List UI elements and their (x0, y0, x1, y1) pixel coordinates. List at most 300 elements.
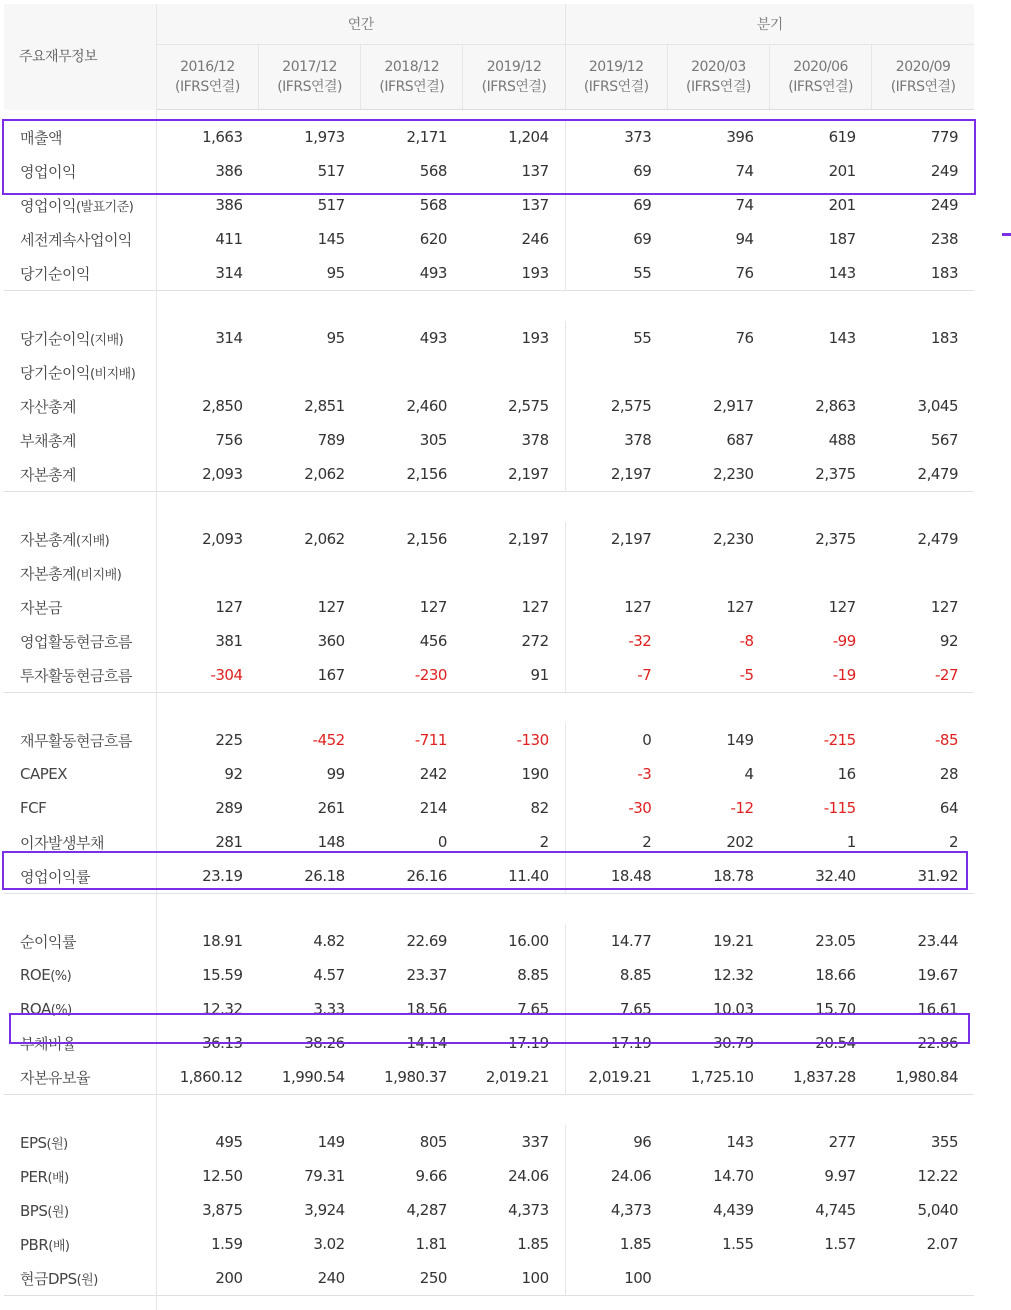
value-cell: 360 (259, 624, 361, 658)
value-cell: 411 (156, 222, 258, 256)
value-cell: 2,863 (770, 389, 872, 423)
row-label-text: BPS (20, 1202, 47, 1220)
table-row (4, 658, 974, 693)
value-cell (667, 1261, 769, 1296)
value-cell: 193 (463, 256, 565, 291)
value-cell: -5 (667, 658, 769, 693)
value-cell: -19 (770, 658, 872, 693)
row-label[interactable] (4, 321, 156, 355)
row-label[interactable] (4, 590, 156, 624)
value-cell: 2,575 (565, 389, 667, 423)
row-label[interactable] (4, 1193, 156, 1227)
value-cell: 12.22 (872, 1159, 974, 1193)
row-label-unit: (%) (50, 969, 71, 984)
table-row (4, 188, 974, 222)
value-cell: 9.66 (361, 1159, 463, 1193)
value-cell: 28 (872, 757, 974, 791)
value-cell: 17.19 (565, 1026, 667, 1060)
value-cell: 2,460 (361, 389, 463, 423)
value-cell: -230 (361, 658, 463, 693)
value-cell: 305 (361, 423, 463, 457)
value-cell: -85 (872, 723, 974, 757)
period-date: 2019/12 (487, 59, 542, 75)
group-divider (4, 894, 974, 925)
row-label-text: 재무활동현금흐름 (20, 732, 132, 750)
value-cell: 2.07 (872, 1227, 974, 1261)
row-label-text: 현금DPS (20, 1270, 77, 1288)
table-row (4, 222, 974, 256)
value-cell: 2 (872, 825, 974, 859)
value-cell: 20.54 (770, 1026, 872, 1060)
value-cell: 149 (667, 723, 769, 757)
row-label[interactable] (4, 457, 156, 492)
value-cell: 183 (872, 256, 974, 291)
row-label[interactable] (4, 859, 156, 894)
value-cell: 1,980.84 (872, 1060, 974, 1095)
value-cell: 201 (770, 154, 872, 188)
value-cell: 74 (667, 188, 769, 222)
value-cell: 14.14 (361, 1026, 463, 1060)
period-date: 2018/12 (384, 59, 439, 75)
period-basis: (IFRS연결) (260, 77, 359, 97)
value-cell: 4,745 (770, 1193, 872, 1227)
period-header-1 (259, 45, 361, 110)
period-date: 2020/03 (691, 59, 746, 75)
row-label-text: 당기순이익 (20, 265, 90, 283)
table-row (4, 423, 974, 457)
value-cell: 619 (770, 120, 872, 154)
value-cell: 76 (667, 256, 769, 291)
row-label-unit: (원) (47, 1137, 68, 1152)
value-cell: 55 (565, 321, 667, 355)
value-cell: 36.13 (156, 1026, 258, 1060)
value-cell (565, 556, 667, 590)
row-label[interactable] (4, 556, 156, 590)
value-cell: 15.70 (770, 992, 872, 1026)
value-cell: 22.69 (361, 924, 463, 958)
value-cell: 16.61 (872, 992, 974, 1026)
row-spacer (4, 110, 974, 121)
value-cell: 92 (872, 624, 974, 658)
value-cell: 2,019.21 (565, 1060, 667, 1095)
value-cell: 214 (361, 791, 463, 825)
value-cell: 145 (259, 222, 361, 256)
value-cell: 2,479 (872, 522, 974, 556)
value-cell: 99 (259, 757, 361, 791)
spacer-cell (156, 1095, 974, 1126)
period-date: 2017/12 (282, 59, 337, 75)
table-row (4, 1227, 974, 1261)
value-cell: 74 (667, 154, 769, 188)
value-cell: 95 (259, 321, 361, 355)
period-date: 2019/12 (589, 59, 644, 75)
value-cell: 127 (156, 590, 258, 624)
table-row (4, 924, 974, 958)
value-cell: -32 (565, 624, 667, 658)
value-cell (770, 556, 872, 590)
value-cell: -7 (565, 658, 667, 693)
value-cell: 15.59 (156, 958, 258, 992)
value-cell: 2,197 (463, 457, 565, 492)
value-cell: -99 (770, 624, 872, 658)
period-basis: (IFRS연결) (567, 77, 666, 97)
table-row (4, 120, 974, 154)
row-label[interactable] (4, 222, 156, 256)
period-date: 2016/12 (180, 59, 235, 75)
value-cell: 24.06 (463, 1159, 565, 1193)
row-label[interactable] (4, 355, 156, 389)
value-cell: 100 (463, 1261, 565, 1296)
annual-group-header[interactable]: 연간 (156, 4, 565, 45)
quarterly-group-header[interactable]: 분기 (565, 4, 974, 45)
table-row (4, 992, 974, 1026)
table-row (4, 355, 974, 389)
value-cell: 249 (872, 188, 974, 222)
value-cell (667, 355, 769, 389)
period-basis: (IFRS연결) (669, 77, 768, 97)
value-cell: 12.32 (667, 958, 769, 992)
table-header (4, 4, 974, 110)
value-cell: 246 (463, 222, 565, 256)
value-cell: 0 (361, 825, 463, 859)
value-cell (872, 1261, 974, 1296)
row-label-text: 당기순이익 (20, 330, 90, 348)
value-cell: 2,062 (259, 457, 361, 492)
value-cell: 14.77 (565, 924, 667, 958)
value-cell: 756 (156, 423, 258, 457)
period-header-5 (667, 45, 769, 110)
value-cell: 100 (565, 1261, 667, 1296)
value-cell: 2,575 (463, 389, 565, 423)
row-label[interactable] (4, 992, 156, 1026)
value-cell: 7.65 (565, 992, 667, 1026)
value-cell: 1,837.28 (770, 1060, 872, 1095)
spacer-cell (156, 894, 974, 925)
value-cell: 2,230 (667, 522, 769, 556)
value-cell: 23.05 (770, 924, 872, 958)
spacer-cell (4, 894, 156, 925)
value-cell: 240 (259, 1261, 361, 1296)
row-label-text: 영업이익 (20, 197, 76, 215)
value-cell: 4,287 (361, 1193, 463, 1227)
value-cell: 386 (156, 154, 258, 188)
period-basis: (IFRS연결) (873, 77, 973, 97)
value-cell: 79.31 (259, 1159, 361, 1193)
value-cell: 8.85 (463, 958, 565, 992)
row-label-text: 자본유보율 (20, 1069, 90, 1087)
row-label[interactable] (4, 256, 156, 291)
row-label[interactable] (4, 791, 156, 825)
value-cell: 3.33 (259, 992, 361, 1026)
value-cell: 23.44 (872, 924, 974, 958)
value-cell: 16 (770, 757, 872, 791)
value-cell: -8 (667, 624, 769, 658)
value-cell: 517 (259, 188, 361, 222)
row-label-text: 매출액 (20, 129, 62, 147)
row-label[interactable] (4, 825, 156, 859)
period-basis: (IFRS연결) (362, 77, 461, 97)
spacer-cell (156, 110, 974, 121)
row-label[interactable] (4, 188, 156, 222)
spacer-cell (156, 693, 974, 724)
row-label[interactable] (4, 120, 156, 154)
value-cell: 76 (667, 321, 769, 355)
value-cell: 2,850 (156, 389, 258, 423)
value-cell (770, 1261, 872, 1296)
row-label[interactable] (4, 1125, 156, 1159)
value-cell: 18.66 (770, 958, 872, 992)
table-row (4, 1026, 974, 1060)
value-cell (770, 355, 872, 389)
value-cell: 201 (770, 188, 872, 222)
value-cell: 190 (463, 757, 565, 791)
row-label[interactable] (4, 1227, 156, 1261)
value-cell: 95 (259, 256, 361, 291)
row-label-unit: (비지배) (76, 568, 121, 583)
value-cell: 167 (259, 658, 361, 693)
value-cell: 91 (463, 658, 565, 693)
value-cell: -304 (156, 658, 258, 693)
value-cell: 250 (361, 1261, 463, 1296)
row-label[interactable] (4, 389, 156, 423)
value-cell: 568 (361, 154, 463, 188)
value-cell: 127 (770, 590, 872, 624)
value-cell: 137 (463, 154, 565, 188)
table-row (4, 757, 974, 791)
value-cell: 193 (463, 321, 565, 355)
value-cell: 789 (259, 423, 361, 457)
value-cell: 2 (565, 825, 667, 859)
row-label-text: ROE (20, 966, 50, 984)
table-row (4, 859, 974, 894)
row-label[interactable] (4, 658, 156, 693)
value-cell: 127 (259, 590, 361, 624)
value-cell: 17.19 (463, 1026, 565, 1060)
value-cell: -3 (565, 757, 667, 791)
row-label[interactable] (4, 1261, 156, 1296)
value-cell: 9.97 (770, 1159, 872, 1193)
value-cell: 314 (156, 321, 258, 355)
value-cell: 261 (259, 791, 361, 825)
value-cell: 3,924 (259, 1193, 361, 1227)
period-header-7 (872, 45, 974, 110)
value-cell: 149 (259, 1125, 361, 1159)
table-row (4, 321, 974, 355)
group-divider (4, 291, 974, 322)
value-cell: 19.21 (667, 924, 769, 958)
value-cell (463, 556, 565, 590)
value-cell: 289 (156, 791, 258, 825)
value-cell: 242 (361, 757, 463, 791)
value-cell: 456 (361, 624, 463, 658)
value-cell: 4 (667, 757, 769, 791)
value-cell: 4,439 (667, 1193, 769, 1227)
value-cell (361, 556, 463, 590)
value-cell: 373 (565, 120, 667, 154)
table-row (4, 154, 974, 188)
value-cell: 1.57 (770, 1227, 872, 1261)
value-cell: 493 (361, 321, 463, 355)
row-label[interactable] (4, 1026, 156, 1060)
row-label-unit: (배) (48, 1239, 69, 1254)
row-label-unit: (원) (77, 1273, 98, 1288)
value-cell: 1,204 (463, 120, 565, 154)
value-cell: 1 (770, 825, 872, 859)
value-cell: 69 (565, 188, 667, 222)
value-cell: 94 (667, 222, 769, 256)
table-row (4, 791, 974, 825)
table-title: 주요재무정보 (4, 4, 156, 110)
period-date: 2020/06 (793, 59, 848, 75)
value-cell (565, 355, 667, 389)
value-cell: 2 (463, 825, 565, 859)
value-cell: 3,875 (156, 1193, 258, 1227)
table-row (4, 389, 974, 423)
value-cell: 55 (565, 256, 667, 291)
value-cell: 127 (667, 590, 769, 624)
table-row (4, 590, 974, 624)
value-cell: 1,860.12 (156, 1060, 258, 1095)
row-label[interactable] (4, 958, 156, 992)
spacer-cell (156, 291, 974, 322)
value-cell: 127 (463, 590, 565, 624)
value-cell: 2,851 (259, 389, 361, 423)
group-divider (4, 693, 974, 724)
period-basis: (IFRS연결) (771, 77, 870, 97)
row-label[interactable] (4, 624, 156, 658)
value-cell: 23.37 (361, 958, 463, 992)
spacer-cell (4, 291, 156, 322)
value-cell: 381 (156, 624, 258, 658)
value-cell: -711 (361, 723, 463, 757)
value-cell: 137 (463, 188, 565, 222)
row-label-text: 자본총계 (20, 466, 76, 484)
value-cell: 69 (565, 222, 667, 256)
row-label[interactable] (4, 1159, 156, 1193)
row-label-text: 영업이익 (20, 163, 76, 181)
value-cell: 386 (156, 188, 258, 222)
row-label-text: 자본총계 (20, 565, 76, 583)
value-cell: 249 (872, 154, 974, 188)
row-label-text: 영업이익률 (20, 868, 90, 886)
value-cell: 2,197 (463, 522, 565, 556)
value-cell: 202 (667, 825, 769, 859)
value-cell: 1.55 (667, 1227, 769, 1261)
row-label-text: 영업활동현금흐름 (20, 633, 132, 651)
value-cell: -115 (770, 791, 872, 825)
value-cell: 4,373 (565, 1193, 667, 1227)
value-cell: 1.85 (463, 1227, 565, 1261)
value-cell: 16.00 (463, 924, 565, 958)
value-cell: 2,917 (667, 389, 769, 423)
row-label-unit: (지배) (76, 534, 109, 549)
group-divider (4, 492, 974, 523)
value-cell: -130 (463, 723, 565, 757)
group-divider (4, 1095, 974, 1126)
row-label-text: 이자발생부채 (20, 834, 104, 852)
row-label-unit: (배) (47, 1171, 68, 1186)
row-label-text: CAPEX (20, 765, 67, 783)
value-cell (259, 556, 361, 590)
value-cell: 2,375 (770, 457, 872, 492)
value-cell: 69 (565, 154, 667, 188)
row-label[interactable] (4, 757, 156, 791)
row-label-text: 순이익률 (20, 933, 76, 951)
table-row (4, 556, 974, 590)
value-cell: 26.18 (259, 859, 361, 894)
value-cell: 1,663 (156, 120, 258, 154)
value-cell: 127 (361, 590, 463, 624)
row-label-text: 자본총계 (20, 531, 76, 549)
spacer-cell (4, 1095, 156, 1126)
value-cell: 143 (667, 1125, 769, 1159)
value-cell: 488 (770, 423, 872, 457)
row-label-text: 부채비율 (20, 1035, 76, 1053)
value-cell: 238 (872, 222, 974, 256)
value-cell: 779 (872, 120, 974, 154)
value-cell: 1.85 (565, 1227, 667, 1261)
row-label-text: PER (20, 1168, 47, 1186)
period-header-6 (770, 45, 872, 110)
value-cell: 2,093 (156, 457, 258, 492)
table-body (4, 110, 974, 1310)
row-label-text: 투자활동현금흐름 (20, 667, 132, 685)
table-row (4, 958, 974, 992)
table-row (4, 1261, 974, 1296)
value-cell: 8.85 (565, 958, 667, 992)
value-cell: 31.92 (872, 859, 974, 894)
side-marker (1002, 233, 1011, 236)
value-cell: 2,230 (667, 457, 769, 492)
value-cell: 4,373 (463, 1193, 565, 1227)
value-cell: 30.79 (667, 1026, 769, 1060)
value-cell: 620 (361, 222, 463, 256)
row-label[interactable] (4, 924, 156, 958)
row-label[interactable] (4, 723, 156, 757)
row-label-text: 당기순이익 (20, 364, 90, 382)
value-cell: 314 (156, 256, 258, 291)
table-row (4, 1193, 974, 1227)
value-cell: 18.56 (361, 992, 463, 1026)
row-label-text: ROA (20, 1000, 51, 1018)
value-cell: 378 (463, 423, 565, 457)
value-cell: 2,479 (872, 457, 974, 492)
row-label-text: 세전계속사업이익 (20, 231, 132, 249)
value-cell (463, 355, 565, 389)
value-cell: 2,019.21 (463, 1060, 565, 1095)
value-cell: 687 (667, 423, 769, 457)
value-cell: 183 (872, 321, 974, 355)
value-cell: 22.86 (872, 1026, 974, 1060)
value-cell: 12.50 (156, 1159, 258, 1193)
value-cell: 517 (259, 154, 361, 188)
table-row (4, 723, 974, 757)
table-row (4, 624, 974, 658)
value-cell: 3.02 (259, 1227, 361, 1261)
value-cell: 5,040 (872, 1193, 974, 1227)
period-basis: (IFRS연결) (158, 77, 257, 97)
spacer-cell (4, 693, 156, 724)
row-label-unit: (지배) (90, 333, 123, 348)
value-cell: 18.78 (667, 859, 769, 894)
value-cell: 2,156 (361, 522, 463, 556)
row-label[interactable] (4, 1060, 156, 1095)
row-label[interactable] (4, 522, 156, 556)
value-cell: 355 (872, 1125, 974, 1159)
value-cell: 38.26 (259, 1026, 361, 1060)
row-label[interactable] (4, 423, 156, 457)
row-label[interactable] (4, 154, 156, 188)
